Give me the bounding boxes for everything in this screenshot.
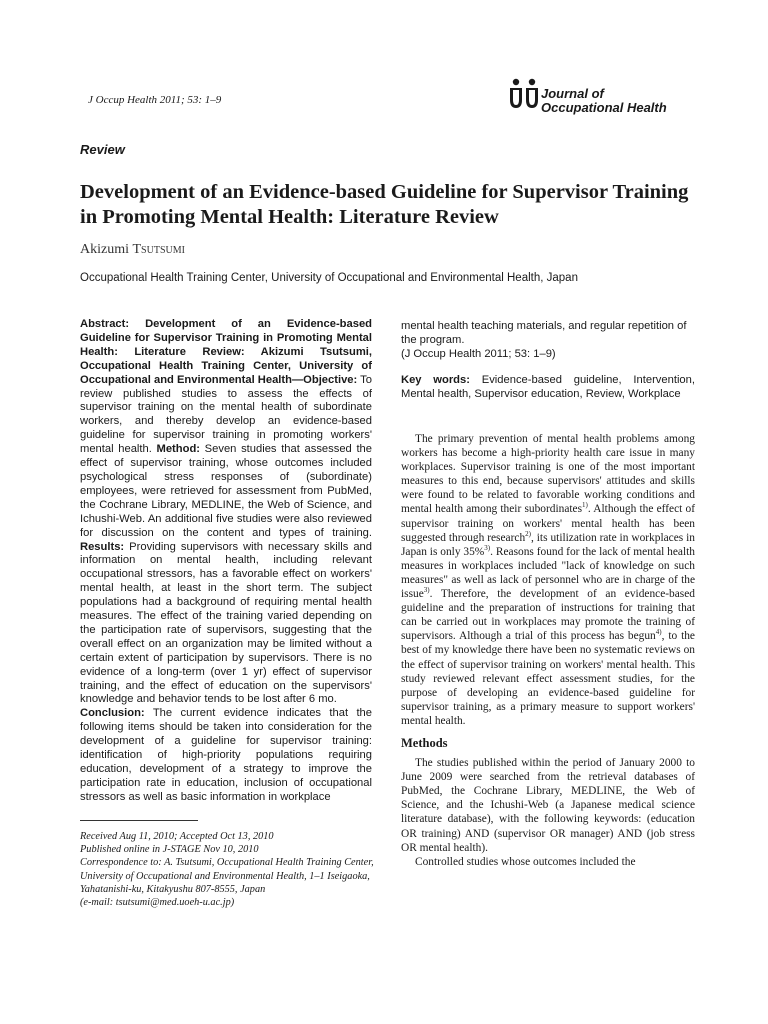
reference-marker: 1) <box>582 501 588 510</box>
author <box>80 242 185 258</box>
abstract-method: Seven studies that assessed the effect of supervisor training, whose outcomes included psychological stress responses of (subordinate) employees, were retrieved for assessment from PubMed, the Cochrane Library, MEDLINE, the Web of Science, and Ichushi-Web. An additional five studies were also reviewed for discussion on the content and types of training. <box>80 443 373 539</box>
abstract-method-label: Method: <box>151 443 201 456</box>
published-date: Published online in J-STAGE Nov 10, 2010 <box>80 844 259 856</box>
intro-paragraph <box>401 432 695 728</box>
reference-marker: 3) <box>423 586 430 595</box>
abstract-results-label: Results: <box>80 540 125 553</box>
article-title: Development of an Evidence-based Guideline for Supervisor Training in Promoting Mental Health: Literature Review <box>80 181 689 228</box>
journal-logo-icon <box>508 78 542 118</box>
intro-text: The primary prevention of mental health problems among workers has become a high-priority health care issue in many workplaces. Supervisor training is one of the most important measures to this end, because supervisors' attitudes and skills were found to be related to favorable working conditions and mental health among their subordinates <box>401 433 695 516</box>
journal-name <box>541 87 667 115</box>
methods-paragraph: Controlled studies whose outcomes included the <box>415 855 636 868</box>
reference-marker: 3) <box>484 543 491 552</box>
journal-citation: J Occup Health 2011; 53: 1–9 <box>88 94 222 106</box>
abstract-continuation <box>401 320 695 362</box>
author-family-name: Tsutsumi <box>132 242 185 257</box>
methods-heading: Methods <box>401 735 448 750</box>
methods-paragraph: The studies published within the period of January 2000 to June 2009 were searched from the retrieval databases of PubMed, the Cochrane Library, MEDLINE, the Web of Science, and the Ichushi-Web (a Japanese medical science literature database), with the following keywords: (education OR training) AND (supervisor OR manager) AND (job stress OR mental health). <box>401 757 695 854</box>
abstract-lead: Abstract: Development of an Evidence-based Guideline for Supervisor Training in Promoting Mental Health: Literature Review: Akizumi Tsutsumi, Occupational Health Training Center, University of Occupational and Environmental Health—Objective: <box>80 318 372 386</box>
reference-marker: 4) <box>655 628 662 637</box>
intro-text: . Although the effect of supervisor training on workers' mental health has been suggested through research <box>401 503 695 544</box>
received-date: Received Aug 11, 2010; Accepted Oct 13, 2010 <box>80 831 274 842</box>
abstract <box>80 318 372 805</box>
reference-marker: 2) <box>525 529 531 538</box>
journal-logo <box>508 78 723 122</box>
email: (e-mail: tsutsumi@med.uoeh-u.ac.jp) <box>80 897 235 909</box>
keywords-label: Key words: <box>401 374 470 386</box>
abstract-continuation-text: mental health teaching materials, and regular repetition of the program. <box>401 320 687 346</box>
intro-text: . Reasons found for the lack of mental health measures in workplaces included "lack of knowledge on such measures" as well as lack of personnel who are in charge of the issue <box>401 545 695 601</box>
correspondence: Correspondence to: A. Tsutsumi, Occupational Health Training Center, University of Occupational and Environmental Health, 1–1 Iseigaoka, Yahatanishi-ku, Kitakyushu 807-8555, Japan <box>80 857 374 895</box>
affiliation: Occupational Health Training Center, University of Occupational and Environmental Health, Japan <box>80 272 578 284</box>
abstract-citation: (J Occup Health 2011; 53: 1–9) <box>401 347 556 360</box>
abstract-objective: To review published studies to assess the effects of supervisor training on the mental health of subordinate workers, and thereby develop an evidence-based guideline for supervisor training in promoting workers' mental health. <box>80 373 372 456</box>
footnotes <box>80 830 380 909</box>
section-label: Review <box>80 142 125 157</box>
abstract-conclusion-label: Conclusion: <box>80 707 145 720</box>
abstract-results: Providing supervisors with necessary skills and information on mental health, including relevant occupational stressors, has a favorable effect on workers' mental health, at least in the short term. The subject populations had a background of requiring mental health measures. The effect of the training varied depending on the participation rate of supervisors, suggesting that the overall effect on an organization may be limited without a certain extent of participation by supervisors. There is no evidence of a long-term (over 1 yr) effect of supervisor training, and the effect of education on the supervisors' knowledge and behavior tends to be lost after 6 mo. <box>80 540 372 706</box>
footnote-divider <box>80 820 198 821</box>
keywords-text: Evidence-based guideline, Intervention, Mental health, Supervisor education, Review, Workplace <box>401 374 695 400</box>
intro-text: , its utilization rate in workplaces in Japan is only 35% <box>401 531 695 558</box>
abstract-conclusion: The current evidence indicates that the following items should be taken into consideration for the development of a guideline for supervisor training: identification of high-priority populations requiring education, development of a strategy to improve the participation rate in education, inclusion of occupational stressors as well as basic information in workplace <box>80 707 372 803</box>
keywords <box>401 374 695 402</box>
intro-text: . Therefore, the development of an evidence-based guideline and the preparation of instructions for training that can be carried out in workplaces may promote the training of supervisors. Although a trial of this process has begun <box>401 588 695 643</box>
intro-text: , to the best of my knowledge there have been no systematic reviews on the effect of supervisor training on workers' mental health. This study reviewed relevant effect assessment studies, for the purpose of developing an evidence-based guideline for supervisor training, as a primary measure to support workers' mental health. <box>401 630 695 727</box>
author-given-name: Akizumi <box>80 242 133 257</box>
journal-name-line1: Journal of <box>541 86 604 101</box>
body-text <box>401 432 695 869</box>
journal-name-line2: Occupational Health <box>541 100 667 115</box>
